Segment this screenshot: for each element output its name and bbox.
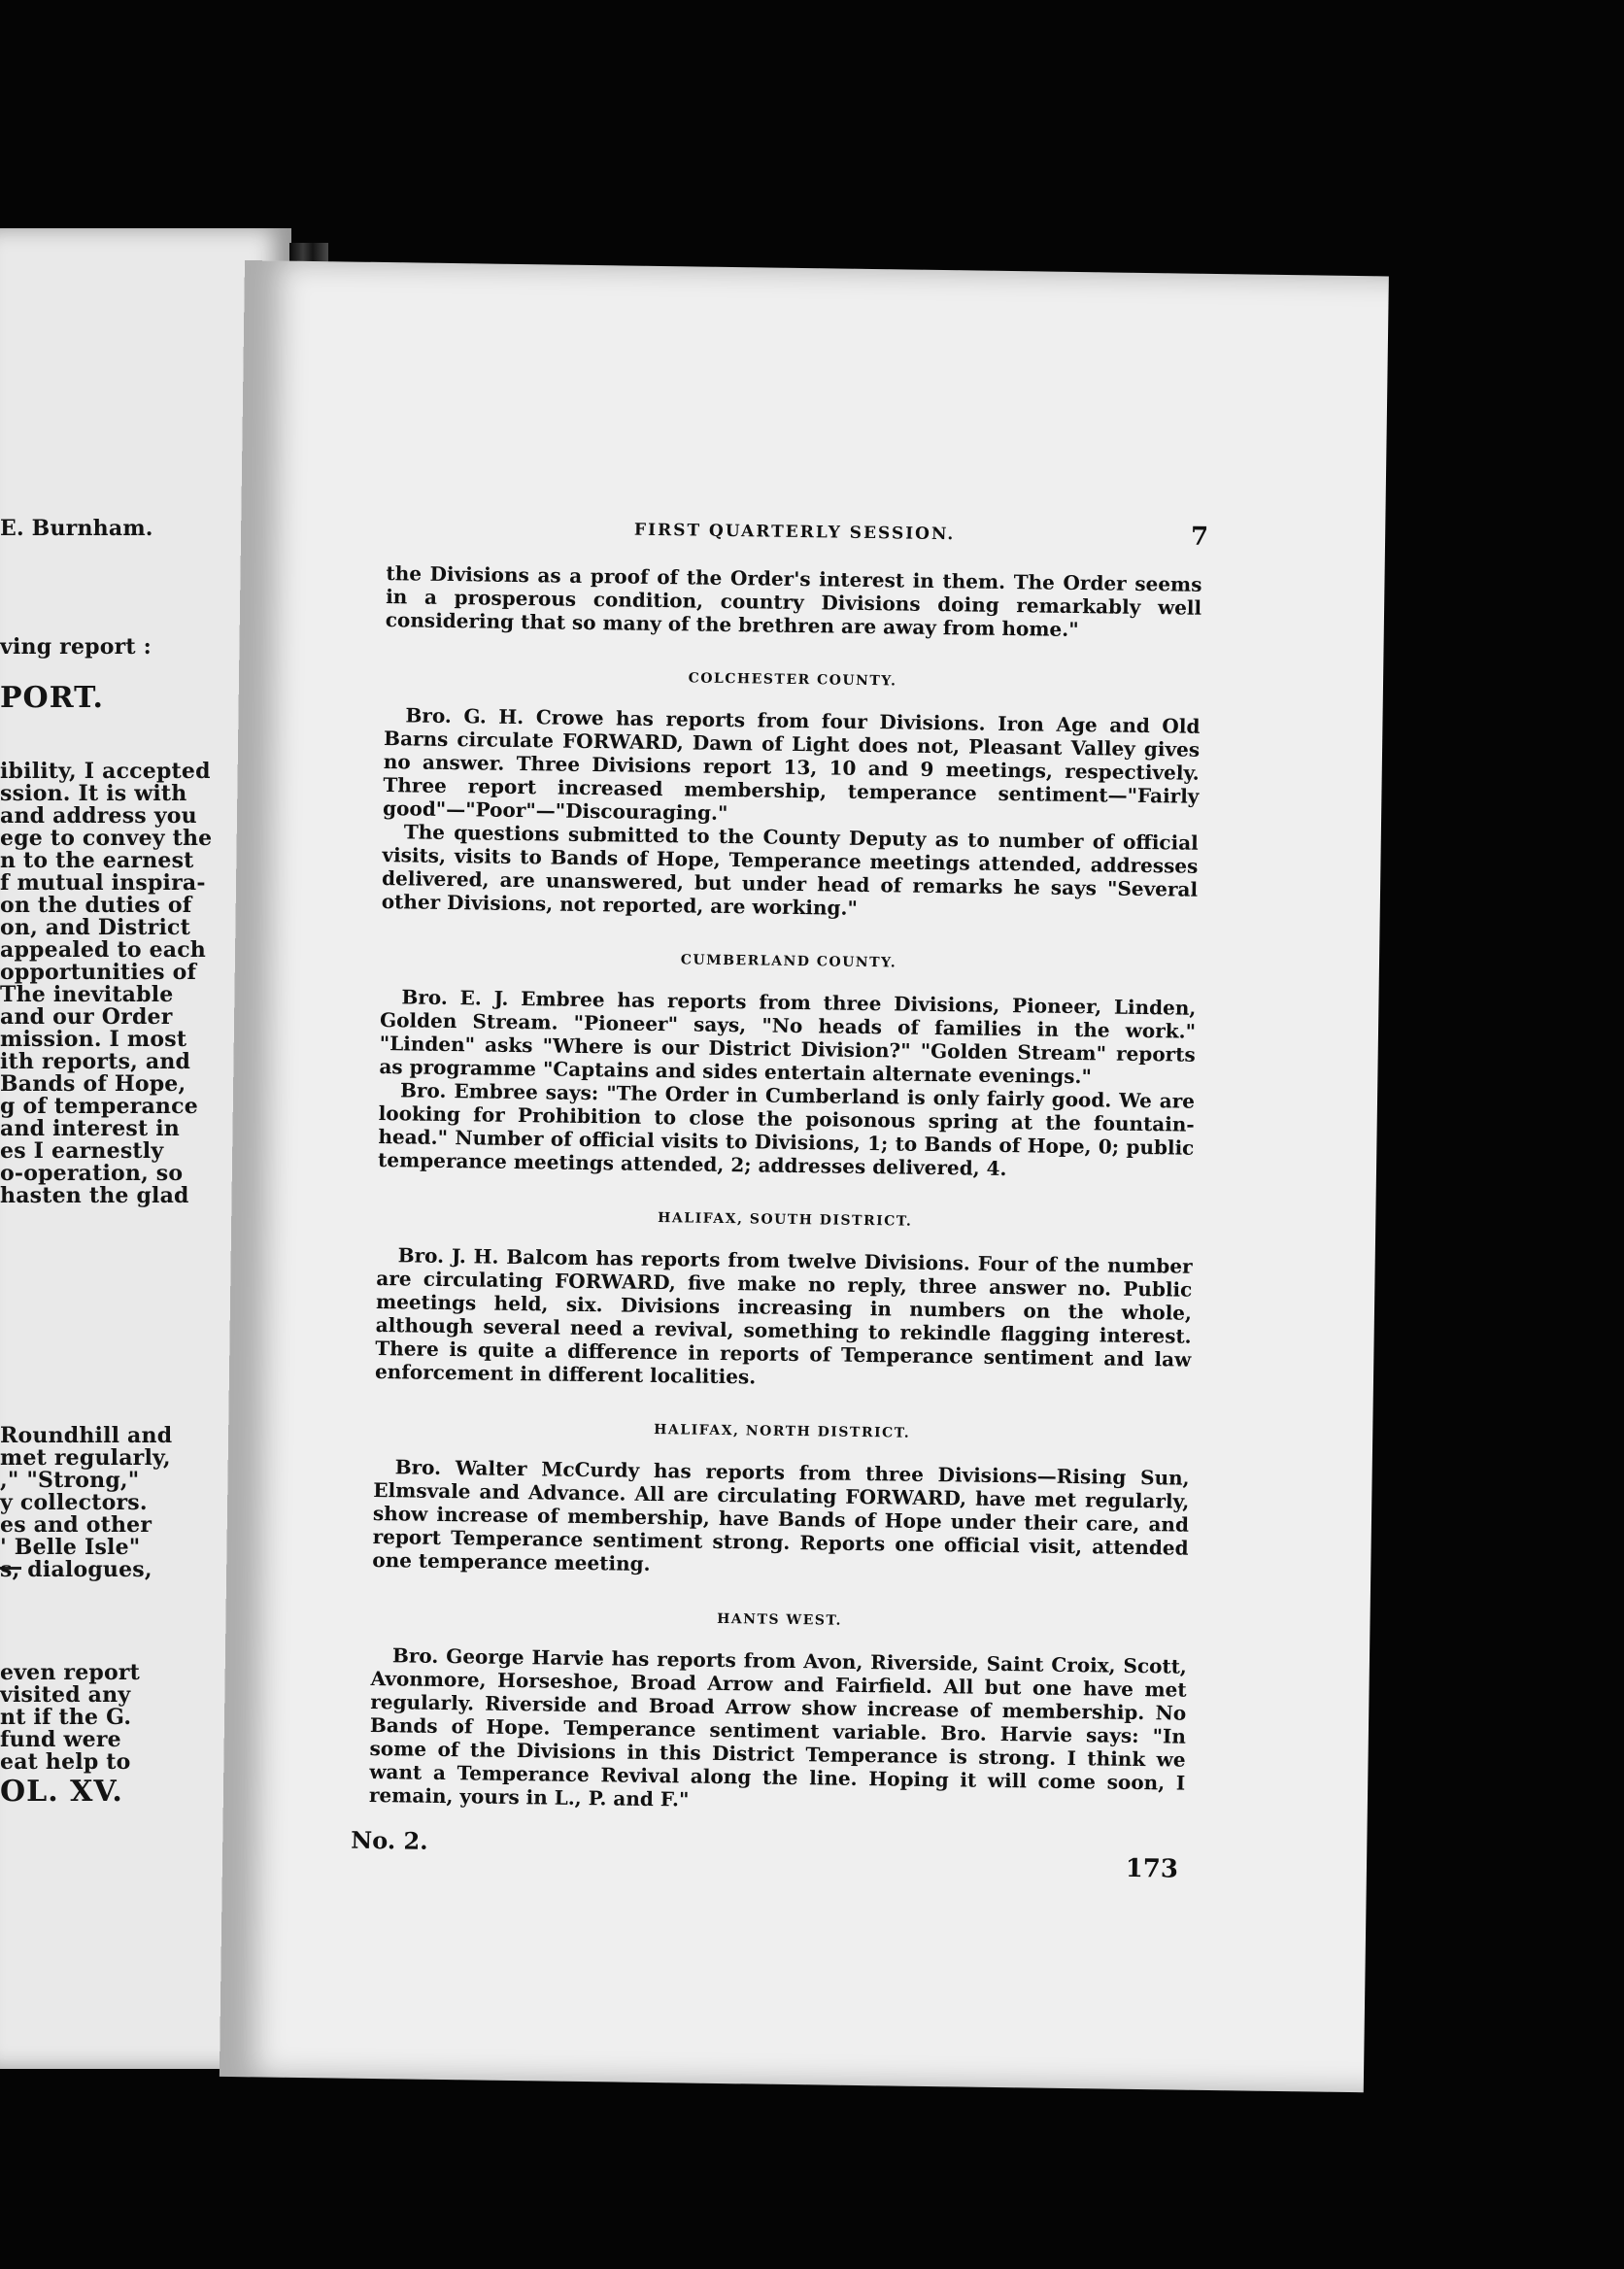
- page-number: 7: [1190, 522, 1209, 552]
- folio-number: 173: [1125, 1853, 1179, 1884]
- left-line: es I earnestly: [0, 1138, 164, 1164]
- continued-paragraph: the Divisions as a proof of the Order's interest in them. The Order seems in a prosperous condition, country Divisions doing remarkably well considering that so many of the brethren are away from home.": [385, 561, 1202, 642]
- left-line: Bands of Hope,: [0, 1071, 186, 1097]
- main-page: [220, 260, 1389, 2092]
- section-heading: HALIFAX, NORTH DISTRICT.: [654, 1421, 911, 1441]
- left-line: ving report :: [0, 634, 152, 660]
- left-line: Roundhill and: [0, 1423, 173, 1448]
- left-line: met regularly,: [0, 1445, 171, 1471]
- paragraph: Bro. E. J. Embree has reports from three Divisions, Pioneer, Linden, Golden Stream. "Pioneer" says, "No heads of families in the work." "Linden" asks "Where is our District Division?" "Golden Stream" reports as programme "Captains and sides entertain alternate evenings.": [379, 985, 1197, 1089]
- left-line: s, dialogues,: [0, 1557, 152, 1582]
- paragraph: The questions submitted to the County Deputy as to number of official visits, visits to Bands of Hope, Temperance meetings attended, addresses delivered, are unanswered, but under head of remarks he says "Several other Divisions, not reported, are working.": [381, 820, 1199, 920]
- paragraph: Bro. G. H. Crowe has reports from four Divisions. Iron Age and Old Barns circulate FORWARD, Dawn of Light does not, Pleasant Valley gives no answer. Three Divisions report 13, 10 and 9 meetings, respectively. Three report increased membership, temperance sentiment—"Fairly good"—"Poor"—"Discouraging.": [382, 703, 1201, 825]
- left-line: nt if the G.: [0, 1705, 132, 1730]
- left-line: and our Order: [0, 1004, 173, 1030]
- section-heading: HANTS WEST.: [717, 1610, 843, 1629]
- signature-mark: No. 2.: [351, 1825, 428, 1855]
- page-footer: [351, 1825, 1184, 1884]
- left-line: fund were: [0, 1727, 121, 1752]
- left-line: mission. I most: [0, 1027, 187, 1052]
- left-line: The inevitable: [0, 982, 174, 1007]
- left-line: ege to convey the: [0, 826, 213, 851]
- section-heading: HALIFAX, SOUTH DISTRICT.: [658, 1210, 913, 1230]
- left-line: n to the earnest: [0, 848, 194, 873]
- left-line: g of temperance: [0, 1094, 198, 1119]
- left-line: appealed to each: [0, 937, 207, 963]
- left-line: ," "Strong,": [0, 1468, 140, 1493]
- left-line: es and other: [0, 1512, 152, 1538]
- left-line: and interest in: [0, 1116, 180, 1141]
- left-line: and address you: [0, 803, 197, 829]
- left-line: eat help to: [0, 1749, 131, 1775]
- left-line: visited any: [0, 1682, 131, 1708]
- left-line: ssion. It is with: [0, 781, 187, 806]
- left-line: f mutual inspira-: [0, 870, 206, 896]
- paragraph: Bro. J. H. Balcom has reports from twelve Divisions. Four of the number are circulating FORWARD, five make no reply, three answer no. Public meetings held, six. Divisions increasing in numbers on the whole, although several need a revival, something to rekindle flagging interest. There is quite a difference in reports of Temperance sentiment and law enforcement in different localities.: [374, 1243, 1193, 1389]
- page-body: [351, 517, 1209, 1884]
- paragraph: Bro. Walter McCurdy has reports from three Divisions—Rising Sun, Elmsvale and Advance. All are circulating FORWARD, have met regularly, show increase of membership, have Bands of Hope under their care, and report Temperance sentiment strong. Reports one official visit, attended one temperance meeting.: [372, 1455, 1190, 1575]
- left-line: y collectors.: [0, 1490, 148, 1515]
- running-title: FIRST QUARTERLY SESSION.: [633, 520, 956, 545]
- section-heading: COLCHESTER COUNTY.: [688, 670, 897, 690]
- section-heading: CUMBERLAND COUNTY.: [680, 952, 897, 971]
- left-line: o-operation, so: [0, 1161, 184, 1186]
- left-line: ibility, I accepted: [0, 759, 211, 784]
- left-line: opportunities of: [0, 960, 197, 985]
- left-line: ith reports, and: [0, 1049, 191, 1074]
- left-line: ' Belle Isle": [0, 1535, 141, 1560]
- left-line: hasten the glad: [0, 1183, 189, 1208]
- paragraph: Bro. Embree says: "The Order in Cumberland is only fairly good. We are looking for Prohibition to close the poisonous spring at the fountain-head." Number of official visits to Divisions, 1; to Bands of Hope, 0; public temperance meetings attended, 2; addresses delivered, 4.: [377, 1078, 1196, 1181]
- left-line: on the duties of: [0, 893, 192, 918]
- running-head: [387, 517, 1209, 567]
- left-line: OL. XV.: [0, 1775, 123, 1809]
- left-line: on, and District: [0, 915, 190, 940]
- left-line: PORT.: [0, 681, 104, 715]
- left-line: E. Burnham.: [0, 516, 153, 541]
- left-line: even report: [0, 1660, 141, 1685]
- paragraph: Bro. George Harvie has reports from Avon, Riverside, Saint Croix, Scott, Avonmore, Horseshoe, Broad Arrow and Fairfield. All but one have met regularly. Riverside and Broad Arrow show increase of membership. No Bands of Hope. Temperance sentiment variable. Bro. Harvie says: "In some of the Divisions in this District Temperance is strong. I think we want a Temperance Revival along the line. Hoping it will come soon, I remain, yours in L., P. and F.": [368, 1643, 1188, 1812]
